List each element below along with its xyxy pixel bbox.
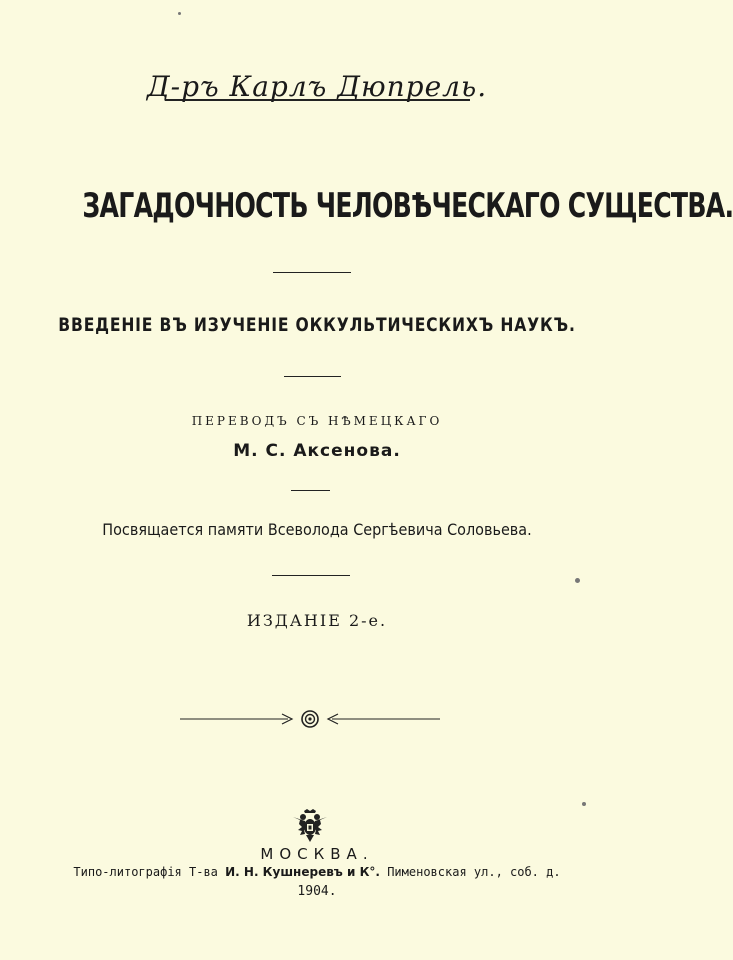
imprint-printer [0,865,634,879]
book-subtitle: ВВЕДЕНІЕ ВЪ ИЗУЧЕНІЕ ОККУЛЬТИЧЕСКИХЪ НАУКЪ. [58,314,576,336]
fleuron-rule-icon [180,708,440,730]
divider-rule-3 [291,490,330,491]
divider-rule-2 [284,376,341,377]
divider-rule-4 [272,575,350,576]
translator-name: М. С. Аксенова. [233,441,401,461]
paper-speck [178,12,181,15]
author-name: Д-ръ Карлъ Дюпрель. [146,70,488,103]
translation-label: ПЕРЕВОДЪ СЪ НѢМЕЦКАГО [191,414,443,428]
printer-suffix: Пименовская ул., соб. д. [379,865,561,879]
double-headed-eagle-icon [290,808,330,844]
printer-prefix: Типо-литографія Т-ва [73,865,226,879]
divider-rule-1 [273,272,351,273]
paper-speck [582,802,586,806]
edition-label: ИЗДАНІЕ 2-е. [246,611,388,630]
book-title: ЗАГАДОЧНОСТЬ ЧЕЛОВѢЧЕСКАГО СУЩЕСТВА. [82,186,733,226]
imprint-city: МОСКВА. [260,845,374,863]
dedication: Посвящается памяти Всеволода Сергѣевича Соловьева. [102,520,532,539]
printer-name: И. Н. Кушнеревъ и К°. [225,865,380,879]
paper-speck [575,578,580,583]
author-underline [165,99,470,101]
imprint-year: 1904. [297,884,337,899]
